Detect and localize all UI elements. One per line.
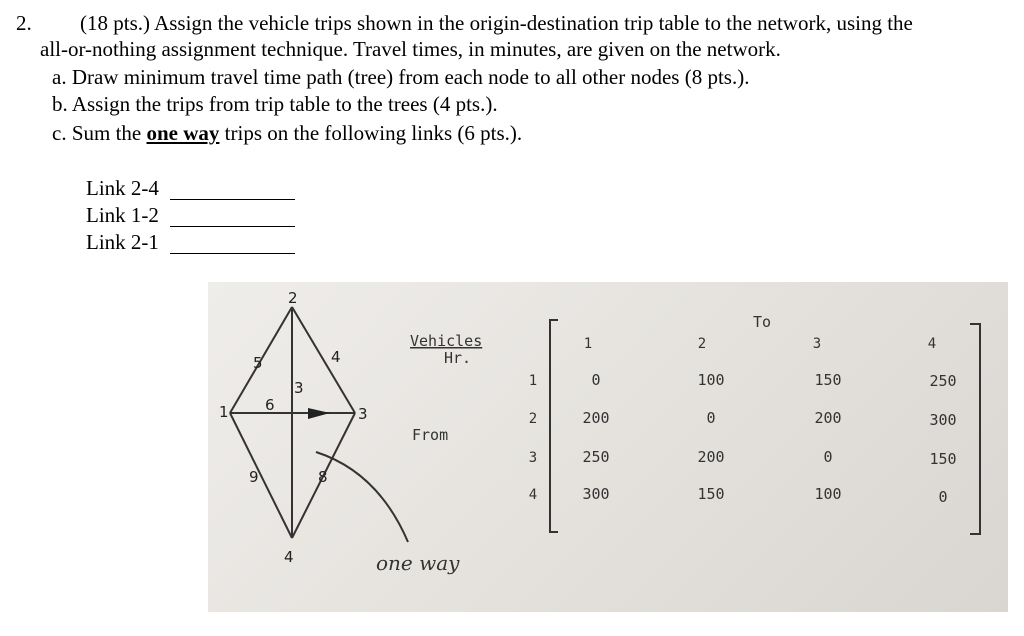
trip-table-cells [582, 371, 956, 506]
question-intro-line-1: (18 pts.) Assign the vehicle trips shown in the origin-destination trip table to the network, using the [80, 11, 913, 35]
answer-blank-2-4[interactable] [170, 199, 295, 200]
arrow-head [308, 408, 330, 419]
cell-4-3: 100 [814, 485, 842, 503]
column-header-3: 3 [812, 336, 822, 352]
row-origin-3: 3 [528, 450, 538, 466]
cell-3-4: 150 [929, 450, 957, 468]
edge-1-4 [230, 413, 292, 538]
row-origin-2: 2 [528, 411, 538, 427]
node-label-4: 4 [284, 548, 294, 566]
part-c-text [52, 121, 522, 145]
node-label-3: 3 [358, 405, 368, 423]
edge-time-1-4: 9 [249, 468, 259, 486]
cell-1-3: 150 [814, 371, 842, 389]
link-label-1-2: Link 1-2 [86, 203, 159, 227]
handwritten-figure [208, 282, 1008, 612]
cell-2-2: 0 [706, 409, 716, 427]
edge-time-1-2: 5 [253, 354, 263, 372]
part-b-text: b. Assign the trips from trip table to the trees (4 pts.). [52, 92, 498, 116]
question-number: 2. [16, 11, 32, 35]
row-origins [529, 373, 537, 503]
cell-4-4: 0 [938, 488, 948, 506]
cell-1-1: 0 [591, 371, 601, 389]
node-label-1: 1 [219, 403, 229, 421]
node-label-2: 2 [288, 289, 298, 307]
row-origin-4: 4 [528, 487, 538, 503]
part-c-emphasis: one way [146, 121, 220, 145]
column-header-4: 4 [927, 336, 937, 352]
row-origin-1: 1 [528, 373, 538, 389]
left-bracket [550, 320, 558, 532]
network-edges [230, 307, 408, 542]
trip-table-subtitle: Hr. [444, 349, 472, 367]
cell-4-1: 300 [582, 485, 610, 503]
cell-3-3: 0 [823, 448, 833, 466]
answer-blank-1-2[interactable] [170, 226, 295, 227]
one-way-annotation: one way [376, 551, 460, 575]
cell-4-2: 150 [697, 485, 725, 503]
cell-3-2: 200 [697, 448, 725, 466]
column-header-2: 2 [697, 336, 707, 352]
part-a-text: a. Draw minimum travel time path (tree) from each node to all other nodes (8 pts.). [52, 65, 750, 89]
edge-time-1-3: 6 [265, 396, 275, 414]
question-intro-line-2: all-or-nothing assignment technique. Travel times, in minutes, are given on the network. [40, 37, 781, 61]
to-label: To [753, 313, 772, 331]
trip-table-title: Vehicles [410, 332, 483, 350]
cell-1-2: 100 [697, 371, 725, 389]
cell-2-4: 300 [929, 411, 957, 429]
edge-time-2-3: 4 [331, 348, 341, 366]
from-label: From [412, 426, 449, 444]
column-headers [584, 336, 936, 352]
cell-2-1: 200 [582, 409, 610, 427]
edge-time-3-4: 8 [318, 468, 328, 486]
matrix-brackets [550, 320, 980, 534]
cell-3-1: 250 [582, 448, 610, 466]
edge-time-2-4: 3 [294, 379, 304, 397]
cell-1-4: 250 [929, 372, 957, 390]
network-and-trip-table-photo [208, 282, 1008, 612]
column-header-1: 1 [583, 336, 593, 352]
right-bracket [970, 324, 980, 534]
link-label-2-4: Link 2-4 [86, 176, 159, 200]
part-c-suffix: trips on the following links (6 pts.). [219, 121, 523, 145]
answer-blank-2-1[interactable] [170, 253, 295, 254]
cell-2-3: 200 [814, 409, 842, 427]
part-c-prefix: c. Sum the [52, 121, 147, 145]
link-label-2-1: Link 2-1 [86, 230, 159, 254]
edge-2-3 [292, 307, 355, 413]
pointer-line [316, 452, 408, 542]
